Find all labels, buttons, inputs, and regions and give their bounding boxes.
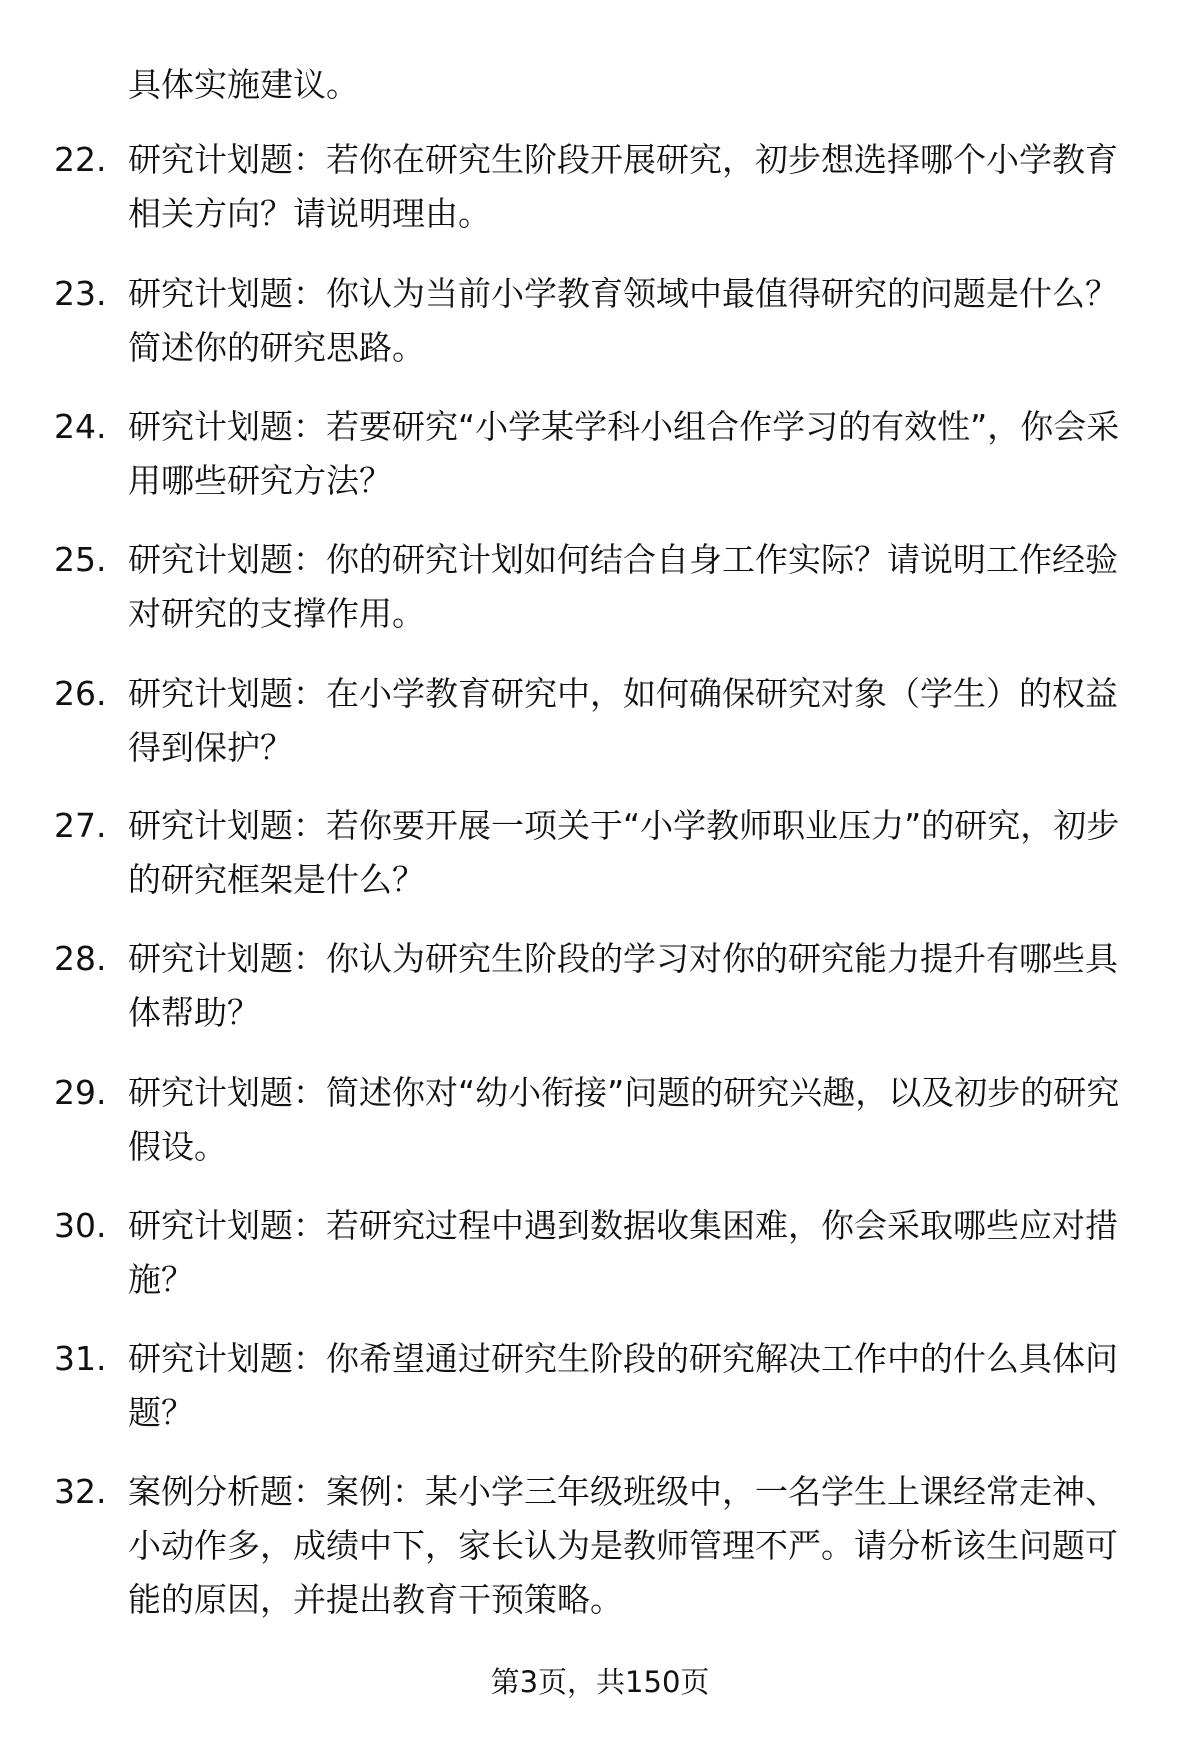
question-number: 25. [54,540,107,579]
continued-text: 具体实施建议。 [128,65,359,104]
question-text: 案例分析题：案例：某小学三年级班级中，一名学生上课经常走神、小动作多，成绩中下，家长认为是教师管理不严。请分析该生问题可能的原因，并提出教育干预策略。 [128,1472,1118,1619]
question-text: 研究计划题：你的研究计划如何结合自身工作实际？请说明工作经验对研究的支撑作用。 [128,540,1118,633]
question-number: 26. [54,674,107,713]
question-text: 研究计划题：若你要开展一项关于“小学教师职业压力”的研究，初步的研究框架是什么？ [128,806,1120,899]
question-number: 22. [54,140,107,179]
question-number: 32. [54,1472,107,1511]
question-text: 研究计划题：在小学教育研究中，如何确保研究对象（学生）的权益得到保护？ [128,674,1118,767]
question-text: 研究计划题：若要研究“小学某学科小组合作学习的有效性”，你会采用哪些研究方法？ [128,407,1120,500]
question-text: 研究计划题：若你在研究生阶段开展研究，初步想选择哪个小学教育相关方向？请说明理由。 [128,140,1118,233]
question-number: 23. [54,274,107,313]
question-number: 29. [54,1073,107,1112]
question-text: 研究计划题：你认为研究生阶段的学习对你的研究能力提升有哪些具体帮助？ [128,939,1118,1032]
question-text: 研究计划题：你希望通过研究生阶段的研究解决工作中的什么具体问题？ [128,1339,1118,1432]
question-text: 研究计划题：简述你对“幼小衔接”问题的研究兴趣，以及初步的研究假设。 [128,1073,1120,1166]
question-number: 30. [54,1206,107,1245]
question-number: 24. [54,407,107,446]
page-footer: 第3页，共150页 [490,1665,710,1699]
question-text: 研究计划题：若研究过程中遇到数据收集困难，你会采取哪些应对措施？ [128,1206,1118,1299]
question-number: 31. [54,1339,107,1378]
question-number: 27. [54,806,107,845]
question-number: 28. [54,939,107,978]
question-text: 研究计划题：你认为当前小学教育领域中最值得研究的问题是什么？简述你的研究思路。 [128,274,1118,367]
